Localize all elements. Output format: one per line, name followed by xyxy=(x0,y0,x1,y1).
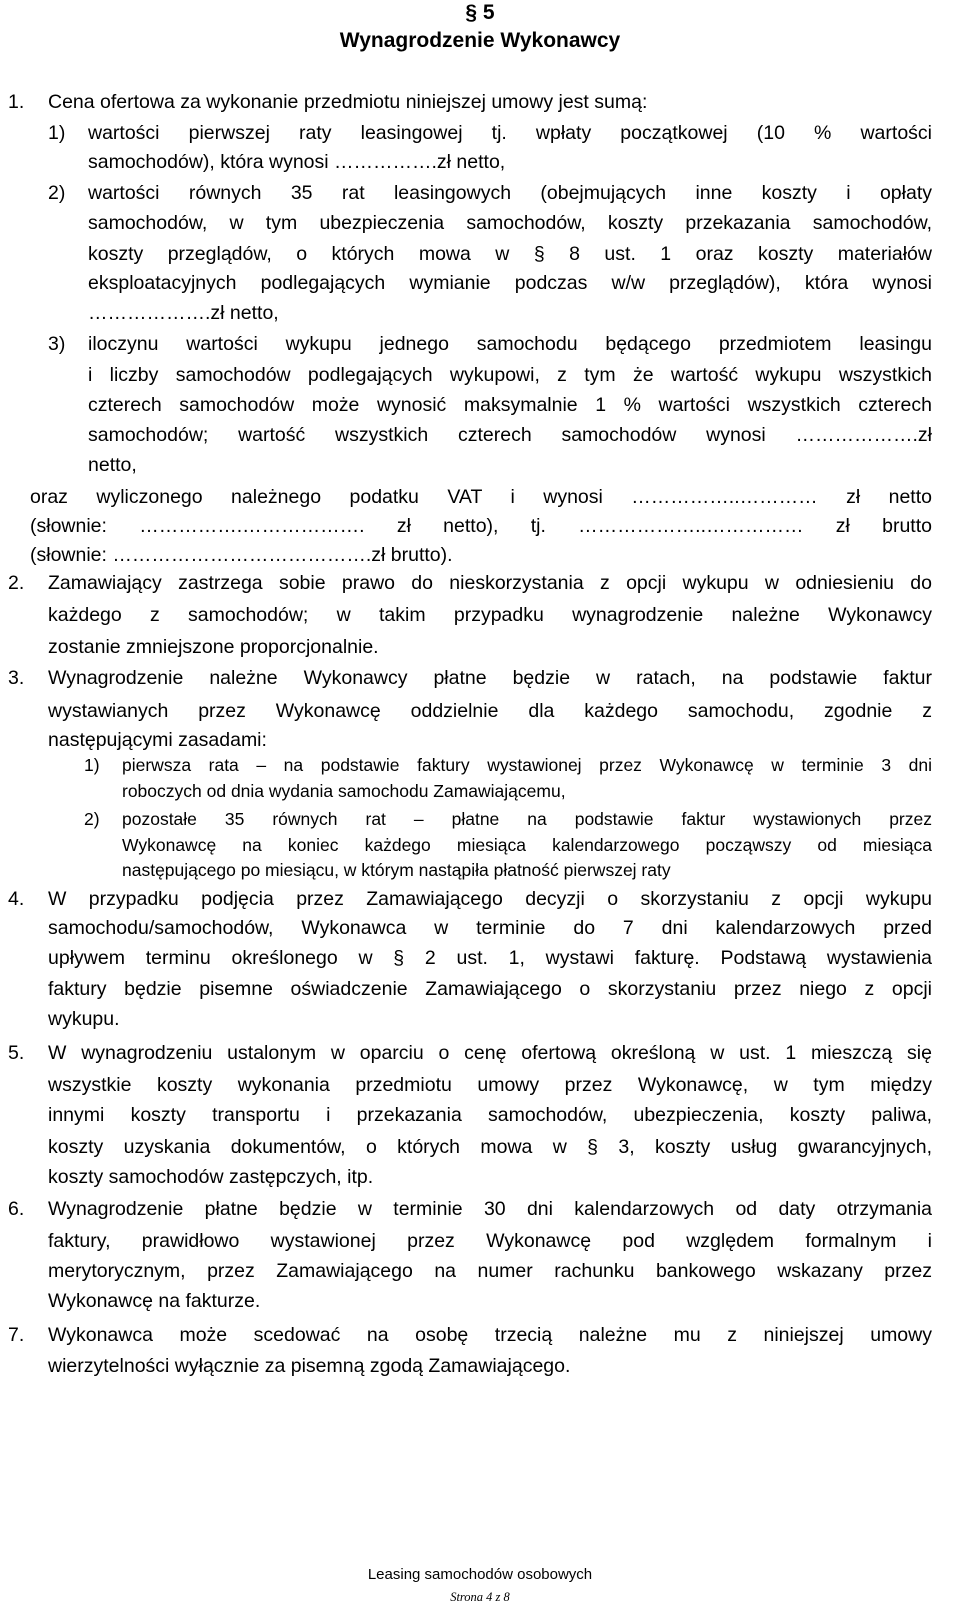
summary-line: oraz wyliczonego należnego podatku VAT i wynosi ……………..………… zł netto xyxy=(30,486,932,508)
paragraph-line: wszystkie koszty wykonania przedmiotu umowy przez Wykonawcę, w tym między xyxy=(48,1074,932,1096)
paragraph-line: wykupu. xyxy=(48,1008,120,1030)
item-number: 1) xyxy=(84,755,100,775)
paragraph-line: zostanie zmniejszone proporcjonalnie. xyxy=(48,636,379,658)
paragraph-line: faktury będzie pisemne oświadczenie Zamawiającego o skorzystaniu przez niego z opcji xyxy=(48,978,932,1000)
page-number: Strona 4 z 8 xyxy=(450,1590,510,1604)
paragraph-line: koszty przeglądów, o których mowa w § 8 ust. 1 oraz koszty materiałów xyxy=(88,243,932,265)
paragraph-line: W wynagrodzeniu ustalonym w oparciu o cenę ofertową określoną w ust. 1 mieszczą się xyxy=(48,1042,932,1064)
paragraph-line: Wynagrodzenie należne Wykonawcy płatne będzie w ratach, na podstawie faktur xyxy=(48,667,932,689)
item-number: 2) xyxy=(48,182,66,204)
footer-title: Leasing samochodów osobowych xyxy=(367,1566,593,1583)
section-number: § 5 xyxy=(465,1,495,24)
item-number: 3) xyxy=(48,333,66,355)
paragraph-line: następującymi zasadami: xyxy=(48,729,267,751)
paragraph-line: eksploatacyjnych podlegających wymianie podczas w/w przeglądów), która wynosi xyxy=(88,272,932,294)
paragraph-line: następującego po miesiącu, w którym nastąpiła płatność pierwszej raty xyxy=(122,860,671,880)
paragraph-line: i liczby samochodów podlegających wykupowi, z tym że wartość wykupu wszystkich xyxy=(88,364,932,386)
paragraph-line: Cena ofertowa za wykonanie przedmiotu niniejszej umowy jest sumą: xyxy=(48,91,648,113)
paragraph-line: upływem terminu określonego w § 2 ust. 1, wystawi fakturę. Podstawą wystawienia xyxy=(48,947,932,969)
item-number: 2) xyxy=(84,809,100,829)
item-number: 1. xyxy=(8,91,25,113)
paragraph-line: Wykonawcę na fakturze. xyxy=(48,1290,261,1312)
paragraph-line: samochodów), która wynosi …………….zł netto, xyxy=(88,151,506,173)
paragraph-line: pozostałe 35 równych rat – płatne na podstawie faktur wystawionych przez xyxy=(122,809,932,829)
paragraph-line: samochodów; wartość wszystkich czterech samochodów wynosi ……………….zł xyxy=(88,424,932,446)
summary-line: (słownie: …………….………………. zł netto), tj. ………………..…………… zł brutto xyxy=(30,515,932,537)
item-number: 3. xyxy=(8,667,25,689)
paragraph-line: Wynagrodzenie płatne będzie w terminie 30 dni kalendarzowych od daty otrzymania xyxy=(48,1198,932,1220)
paragraph-line: koszty uzyskania dokumentów, o których mowa w § 3, koszty usług gwarancyjnych, xyxy=(48,1136,932,1158)
section-title: Wynagrodzenie Wykonawcy xyxy=(339,29,621,52)
paragraph-line: merytorycznym, przez Zamawiającego na numer rachunku bankowego wskazany przez xyxy=(48,1260,932,1282)
summary-line: (słownie: ………………………………….zł brutto). xyxy=(30,544,453,566)
item-number: 1) xyxy=(48,122,66,144)
item-number: 5. xyxy=(8,1042,25,1064)
paragraph-line: każdego z samochodów; w takim przypadku wynagrodzenie należne Wykonawcy xyxy=(48,604,932,626)
item-number: 4. xyxy=(8,888,25,910)
paragraph-line: W przypadku podjęcia przez Zamawiającego decyzji o skorzystaniu z opcji wykupu xyxy=(48,888,932,910)
paragraph-line: wartości równych 35 rat leasingowych (obejmujących inne koszty i opłaty xyxy=(88,182,932,204)
paragraph-line: samochodu/samochodów, Wykonawca w terminie do 7 dni kalendarzowych przed xyxy=(48,917,932,939)
paragraph-line: netto, xyxy=(88,454,137,476)
paragraph-line: wartości pierwszej raty leasingowej tj. wpłaty początkowej (10 % wartości xyxy=(88,122,932,144)
paragraph-line: roboczych od dnia wydania samochodu Zamawiającemu, xyxy=(122,781,566,801)
item-number: 7. xyxy=(8,1324,25,1346)
paragraph-line: iloczynu wartości wykupu jednego samochodu będącego przedmiotem leasingu xyxy=(88,333,932,355)
paragraph-line: innymi koszty transportu i przekazania samochodów, ubezpieczenia, koszty paliwa, xyxy=(48,1104,932,1126)
paragraph-line: faktury, prawidłowo wystawionej przez Wykonawcę pod względem formalnym i xyxy=(48,1230,932,1252)
item-number: 6. xyxy=(8,1198,25,1220)
paragraph-line: ……………….zł netto, xyxy=(88,302,279,324)
paragraph-line: koszty samochodów zastępczych, itp. xyxy=(48,1166,374,1188)
paragraph-line: wierzytelności wyłącznie za pisemną zgodą Zamawiającego. xyxy=(48,1355,571,1377)
paragraph-line: Wykonawca może scedować na osobę trzecią należne mu z niniejszej umowy xyxy=(48,1324,932,1346)
paragraph-line: czterech samochodów może wynosić maksymalnie 1 % wartości wszystkich czterech xyxy=(88,394,932,416)
paragraph-line: wystawianych przez Wykonawcę oddzielnie dla każdego samochodu, zgodnie z xyxy=(48,700,932,722)
paragraph-line: pierwsza rata – na podstawie faktury wystawionej przez Wykonawcę w terminie 3 dni xyxy=(122,755,932,775)
paragraph-line: samochodów, w tym ubezpieczenia samochodów, koszty przekazania samochodów, xyxy=(88,212,932,234)
item-number: 2. xyxy=(8,572,25,594)
paragraph-line: Wykonawcę na koniec każdego miesiąca kalendarzowego począwszy od miesiąca xyxy=(122,835,932,855)
paragraph-line: Zamawiający zastrzega sobie prawo do nieskorzystania z opcji wykupu w odniesieniu do xyxy=(48,572,932,594)
